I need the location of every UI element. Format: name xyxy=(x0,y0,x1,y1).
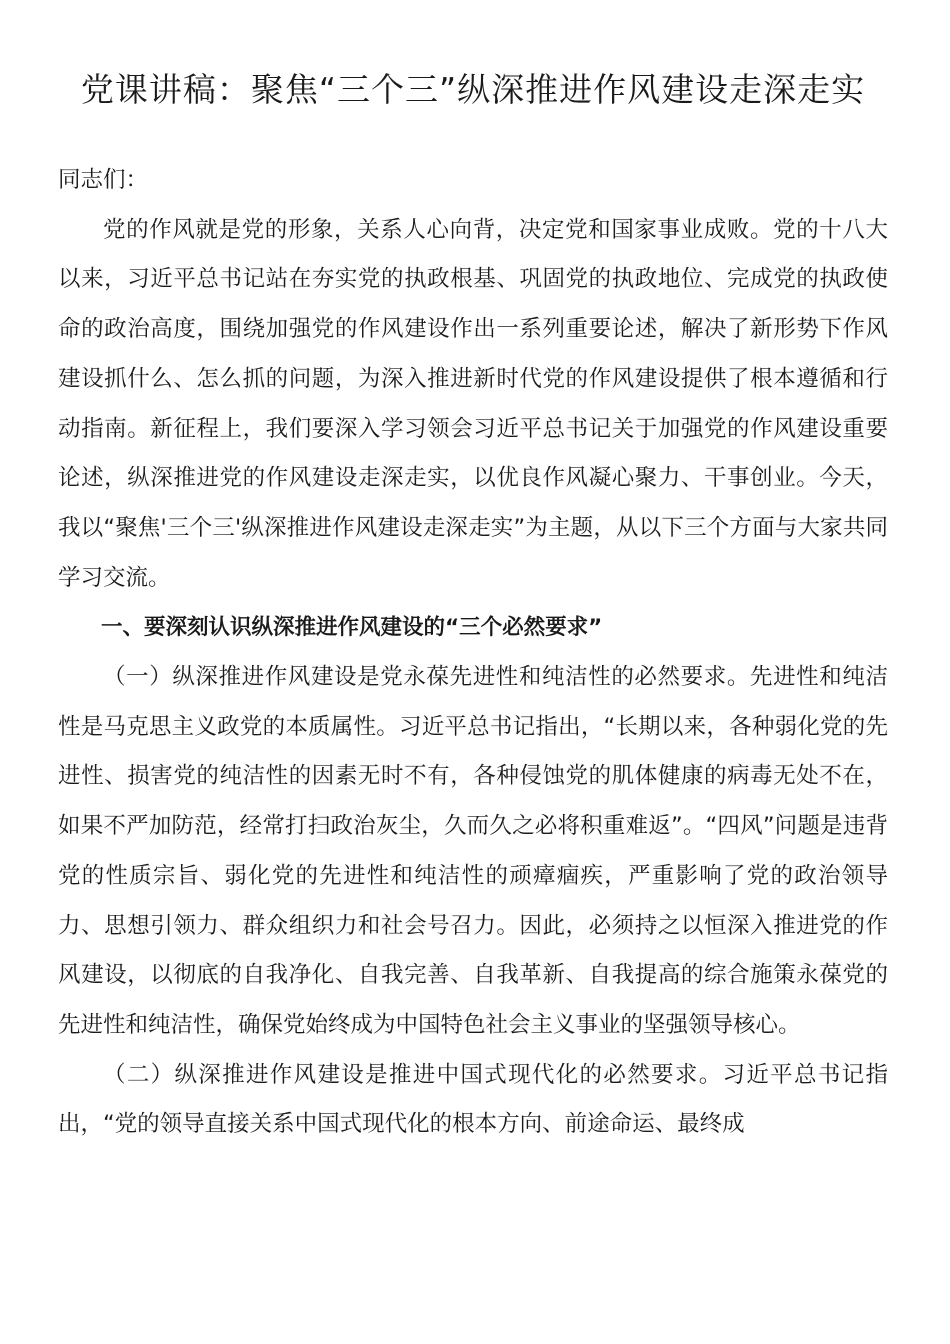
subsection-paragraph-2: （二）纵深推进作风建设是推进中国式现代化的必然要求。习近平总书记指出，“党的领导直接关系中国式现代化的根本方向、前途命运、最终成 xyxy=(58,1061,888,1138)
document-title: 党课讲稿：聚焦“三个三”纵深推进作风建设走深走实 xyxy=(80,70,866,109)
section-heading: 一、要深刻认识纵深推进作风建设的“三个必然要求” xyxy=(101,615,603,641)
intro-paragraph: 党的作风就是党的形象，关系人心向背，决定党和国家事业成败。党的十八大以来，习近平总书记站在夯实党的执政根基、巩固党的执政地位、完成党的执政使命的政治高度，围绕加强党的作风建设作出一系列重要论述，解决了新形势下作风建设抓什么、怎么抓的问题，为深入推进新时代党的作风建设提供了根本遵循和行动指南。新征程上，我们要深入学习领会习近平总书记关于加强党的作风建设重要论述，纵深推进党的作风建设走深走实，以优良作风凝心聚力、干事创业。今天，我以“聚焦'三个三'纵深推进作风建设走深走实”为主题，从以下三个方面与大家共同学习交流。 xyxy=(58,216,888,591)
salutation: 同志们： xyxy=(58,167,149,193)
subsection-paragraph-1: （一）纵深推进作风建设是党永葆先进性和纯洁性的必然要求。先进性和纯洁性是马克思主义政党的本质属性。习近平总书记指出，“长期以来，各种弱化党的先进性、损害党的纯洁性的因素无时不有，各种侵蚀党的肌体健康的病毒无处不在，如果不严加防范，经常打扫政治灰尘，久而久之必将积重难返”。“四风”问题是违背党的性质宗旨、弱化党的先进性和纯洁性的顽瘴痼疾，严重影响了党的政治领导力、思想引领力、群众组织力和社会号召力。因此，必须持之以恒深入推进党的作风建设，以彻底的自我净化、自我完善、自我革新、自我提高的综合施策永葆党的先进性和纯洁性，确保党始终成为中国特色社会主义事业的坚强领导核心。 xyxy=(58,664,888,1038)
document-body xyxy=(58,156,888,1150)
